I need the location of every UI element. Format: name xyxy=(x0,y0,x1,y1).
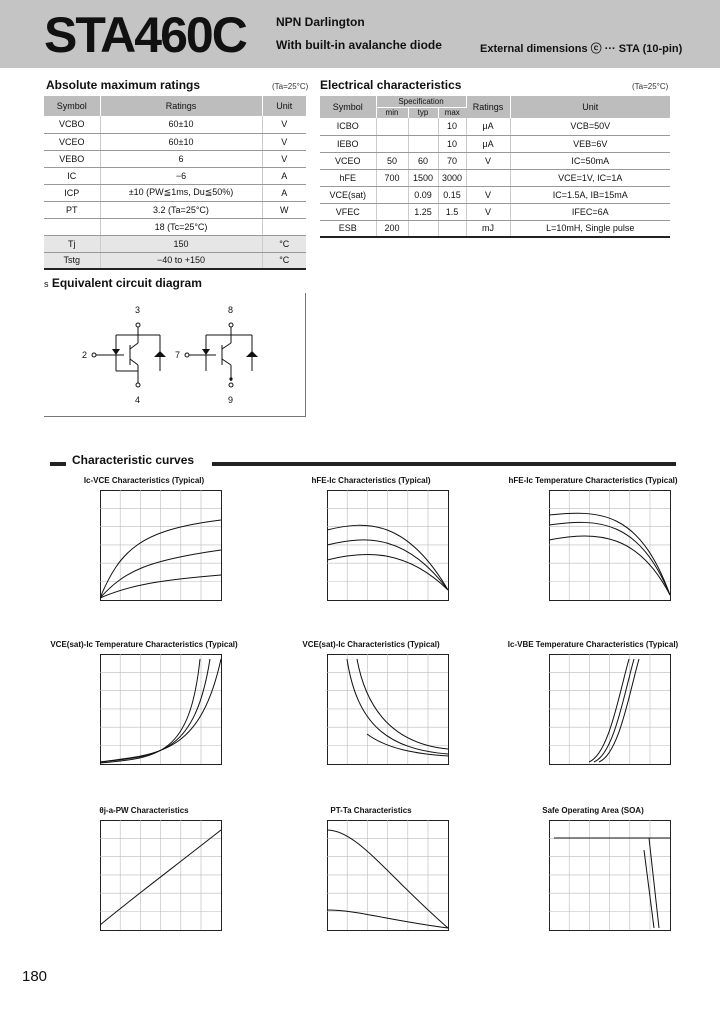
abs-max-cell: −40 to +150 xyxy=(100,252,262,269)
elec-row xyxy=(320,169,670,186)
elec-cell xyxy=(408,220,438,237)
abs-max-cell: V xyxy=(262,150,306,167)
external-dimensions: External dimensions ⓒ ··· STA (10-pin) xyxy=(480,43,683,55)
elec-cell xyxy=(466,169,510,186)
chart-plot xyxy=(549,654,689,769)
elec-cell: 50 xyxy=(376,152,408,169)
chart-title: VCE(sat)-Ic Characteristics (Typical) xyxy=(302,640,440,649)
elec-cell xyxy=(376,186,408,203)
abs-max-condition: (Ta=25°C) xyxy=(272,82,309,91)
elec-cell: 60 xyxy=(408,152,438,169)
elec-cell xyxy=(408,118,438,135)
pin-9: 9 xyxy=(228,395,234,405)
elec-cell: VFEC xyxy=(320,203,376,220)
abs-max-cell xyxy=(262,218,306,235)
abs-max-cell: °C xyxy=(262,235,306,252)
col-ratings: Ratings xyxy=(100,96,262,116)
chart-curve xyxy=(100,659,210,762)
chart-title: Safe Operating Area (SOA) xyxy=(542,806,644,815)
chart-title: VCE(sat)-Ic Temperature Characteristics (Typical) xyxy=(50,640,238,649)
elec-cell: 0.15 xyxy=(438,186,466,203)
chart-curve xyxy=(649,838,659,928)
curves-bar xyxy=(50,462,66,466)
abs-max-table xyxy=(44,96,306,270)
elec-cell: IC=1.5A, IB=15mA xyxy=(510,186,670,203)
elec-cell: VEB=6V xyxy=(510,135,670,152)
chart-title: hFE-Ic Temperature Characteristics (Typical) xyxy=(508,476,678,485)
pin-8: 8 xyxy=(228,305,234,315)
chart-plot xyxy=(327,820,467,935)
abs-max-cell: VCEO xyxy=(44,133,100,150)
chart-curve xyxy=(100,659,200,763)
abs-max-cell xyxy=(44,218,100,235)
abs-max-cell: 3.2 (Ta=25°C) xyxy=(100,201,262,218)
abs-max-cell: °C xyxy=(262,252,306,269)
col-typ: typ xyxy=(408,107,438,118)
elec-row xyxy=(320,118,670,135)
pin-4: 4 xyxy=(135,395,141,405)
chart-plot xyxy=(549,820,689,935)
abs-max-cell: 60±10 xyxy=(100,133,262,150)
elec-cell: 0.09 xyxy=(408,186,438,203)
chart-curve xyxy=(599,659,639,762)
abs-max-title: Absolute maximum ratings xyxy=(46,78,201,92)
elec-row xyxy=(320,203,670,220)
elec-cell: 1.5 xyxy=(438,203,466,220)
page-number: 180 xyxy=(22,968,48,985)
chart-title: Ic-VCE Characteristics (Typical) xyxy=(83,476,205,485)
part-number: STA460C xyxy=(44,7,246,63)
elec-cell: 10 xyxy=(438,118,466,135)
circuit-title xyxy=(44,276,202,290)
col-ratings: Ratings xyxy=(466,96,510,118)
circuit-box xyxy=(44,293,306,417)
chart-curve xyxy=(347,659,448,754)
abs-max-cell: 6 xyxy=(100,150,262,167)
chart-plot xyxy=(100,490,240,605)
subtitle-type: NPN Darlington xyxy=(276,15,365,29)
elec-row xyxy=(320,152,670,169)
elec-cell: hFE xyxy=(320,169,376,186)
elec-cell: 10 xyxy=(438,135,466,152)
elec-cell: V xyxy=(466,203,510,220)
chart-title: θj-a-PW Characteristics xyxy=(99,806,189,815)
abs-max-row xyxy=(44,184,306,201)
col-unit: Unit xyxy=(510,96,670,118)
elec-cell: IEBO xyxy=(320,135,376,152)
curves-title: Characteristic curves xyxy=(72,453,195,467)
chart-plot xyxy=(100,654,240,769)
col-min: min xyxy=(376,107,408,118)
elec-cell: VCB=50V xyxy=(510,118,670,135)
subtitle-feature: With built-in avalanche diode xyxy=(276,38,442,52)
col-max: max xyxy=(438,107,466,118)
chart-plot xyxy=(327,490,467,605)
abs-max-row xyxy=(44,116,306,133)
abs-max-cell: 60±10 xyxy=(100,116,262,133)
abs-max-row xyxy=(44,133,306,150)
elec-row xyxy=(320,135,670,152)
abs-max-row xyxy=(44,235,306,252)
elec-cell xyxy=(376,135,408,152)
elec-cell xyxy=(408,135,438,152)
elec-row xyxy=(320,186,670,203)
elec-title: Electrical characteristics xyxy=(320,78,462,92)
elec-cell: mJ xyxy=(466,220,510,237)
elec-cell: V xyxy=(466,186,510,203)
abs-max-cell: Tj xyxy=(44,235,100,252)
abs-max-cell: 18 (Tc=25°C) xyxy=(100,218,262,235)
elec-cell: L=10mH, Single pulse xyxy=(510,220,670,237)
equivalent-circuit-diagram xyxy=(44,293,306,417)
abs-max-row xyxy=(44,201,306,218)
elec-cell: 3000 xyxy=(438,169,466,186)
elec-cell xyxy=(376,203,408,220)
circuit-prefix: s xyxy=(44,279,49,289)
abs-max-cell: VEBO xyxy=(44,150,100,167)
col-symbol: Symbol xyxy=(44,96,100,116)
chart-plot xyxy=(327,654,467,769)
abs-max-row xyxy=(44,252,306,269)
elec-cell: μA xyxy=(466,118,510,135)
pin-7: 7 xyxy=(175,350,181,360)
chart-curve xyxy=(644,850,654,928)
col-symbol: Symbol xyxy=(320,96,376,118)
abs-max-cell: Tstg xyxy=(44,252,100,269)
abs-max-cell: PT xyxy=(44,201,100,218)
elec-cell: 700 xyxy=(376,169,408,186)
abs-max-row xyxy=(44,218,306,235)
circuit-title-text: Equivalent circuit diagram xyxy=(51,276,202,290)
elec-cell: μA xyxy=(466,135,510,152)
chart-title: Ic-VBE Temperature Characteristics (Typical) xyxy=(507,640,679,649)
abs-max-cell: −6 xyxy=(100,167,262,184)
chart-title: hFE-Ic Characteristics (Typical) xyxy=(311,476,431,485)
elec-cell: IC=50mA xyxy=(510,152,670,169)
curves-rule xyxy=(212,462,676,466)
elec-cell: 1.25 xyxy=(408,203,438,220)
elec-cell xyxy=(438,220,466,237)
abs-max-cell: IC xyxy=(44,167,100,184)
abs-max-row xyxy=(44,150,306,167)
abs-max-cell: V xyxy=(262,116,306,133)
abs-max-cell: ±10 (PW≦1ms, Du≦50%) xyxy=(100,184,262,201)
abs-max-cell: ICP xyxy=(44,184,100,201)
elec-cell: VCE=1V, IC=1A xyxy=(510,169,670,186)
abs-max-cell: A xyxy=(262,184,306,201)
abs-max-cell: W xyxy=(262,201,306,218)
elec-cell: 200 xyxy=(376,220,408,237)
abs-max-cell: VCBO xyxy=(44,116,100,133)
elec-cell: ESB xyxy=(320,220,376,237)
abs-max-cell: V xyxy=(262,133,306,150)
elec-cell: IFEC=6A xyxy=(510,203,670,220)
abs-max-cell: 150 xyxy=(100,235,262,252)
elec-cell: VCE(sat) xyxy=(320,186,376,203)
elec-row xyxy=(320,220,670,237)
abs-max-row xyxy=(44,167,306,184)
col-spec: Specification xyxy=(376,96,466,107)
elec-table xyxy=(320,96,670,238)
pin-2: 2 xyxy=(82,350,88,360)
elec-cell: 70 xyxy=(438,152,466,169)
chart-plot xyxy=(549,490,689,605)
elec-cell: 1500 xyxy=(408,169,438,186)
chart-curve xyxy=(589,659,629,762)
elec-cell: V xyxy=(466,152,510,169)
chart-title: PT-Ta Characteristics xyxy=(330,806,412,815)
elec-cell: VCEO xyxy=(320,152,376,169)
pin-3: 3 xyxy=(135,305,141,315)
col-unit: Unit xyxy=(262,96,306,116)
abs-max-cell: A xyxy=(262,167,306,184)
elec-cell: ICBO xyxy=(320,118,376,135)
chart-curve xyxy=(594,659,634,762)
elec-cell xyxy=(376,118,408,135)
elec-condition: (Ta=25°C) xyxy=(632,82,669,91)
chart-plot xyxy=(100,820,240,935)
